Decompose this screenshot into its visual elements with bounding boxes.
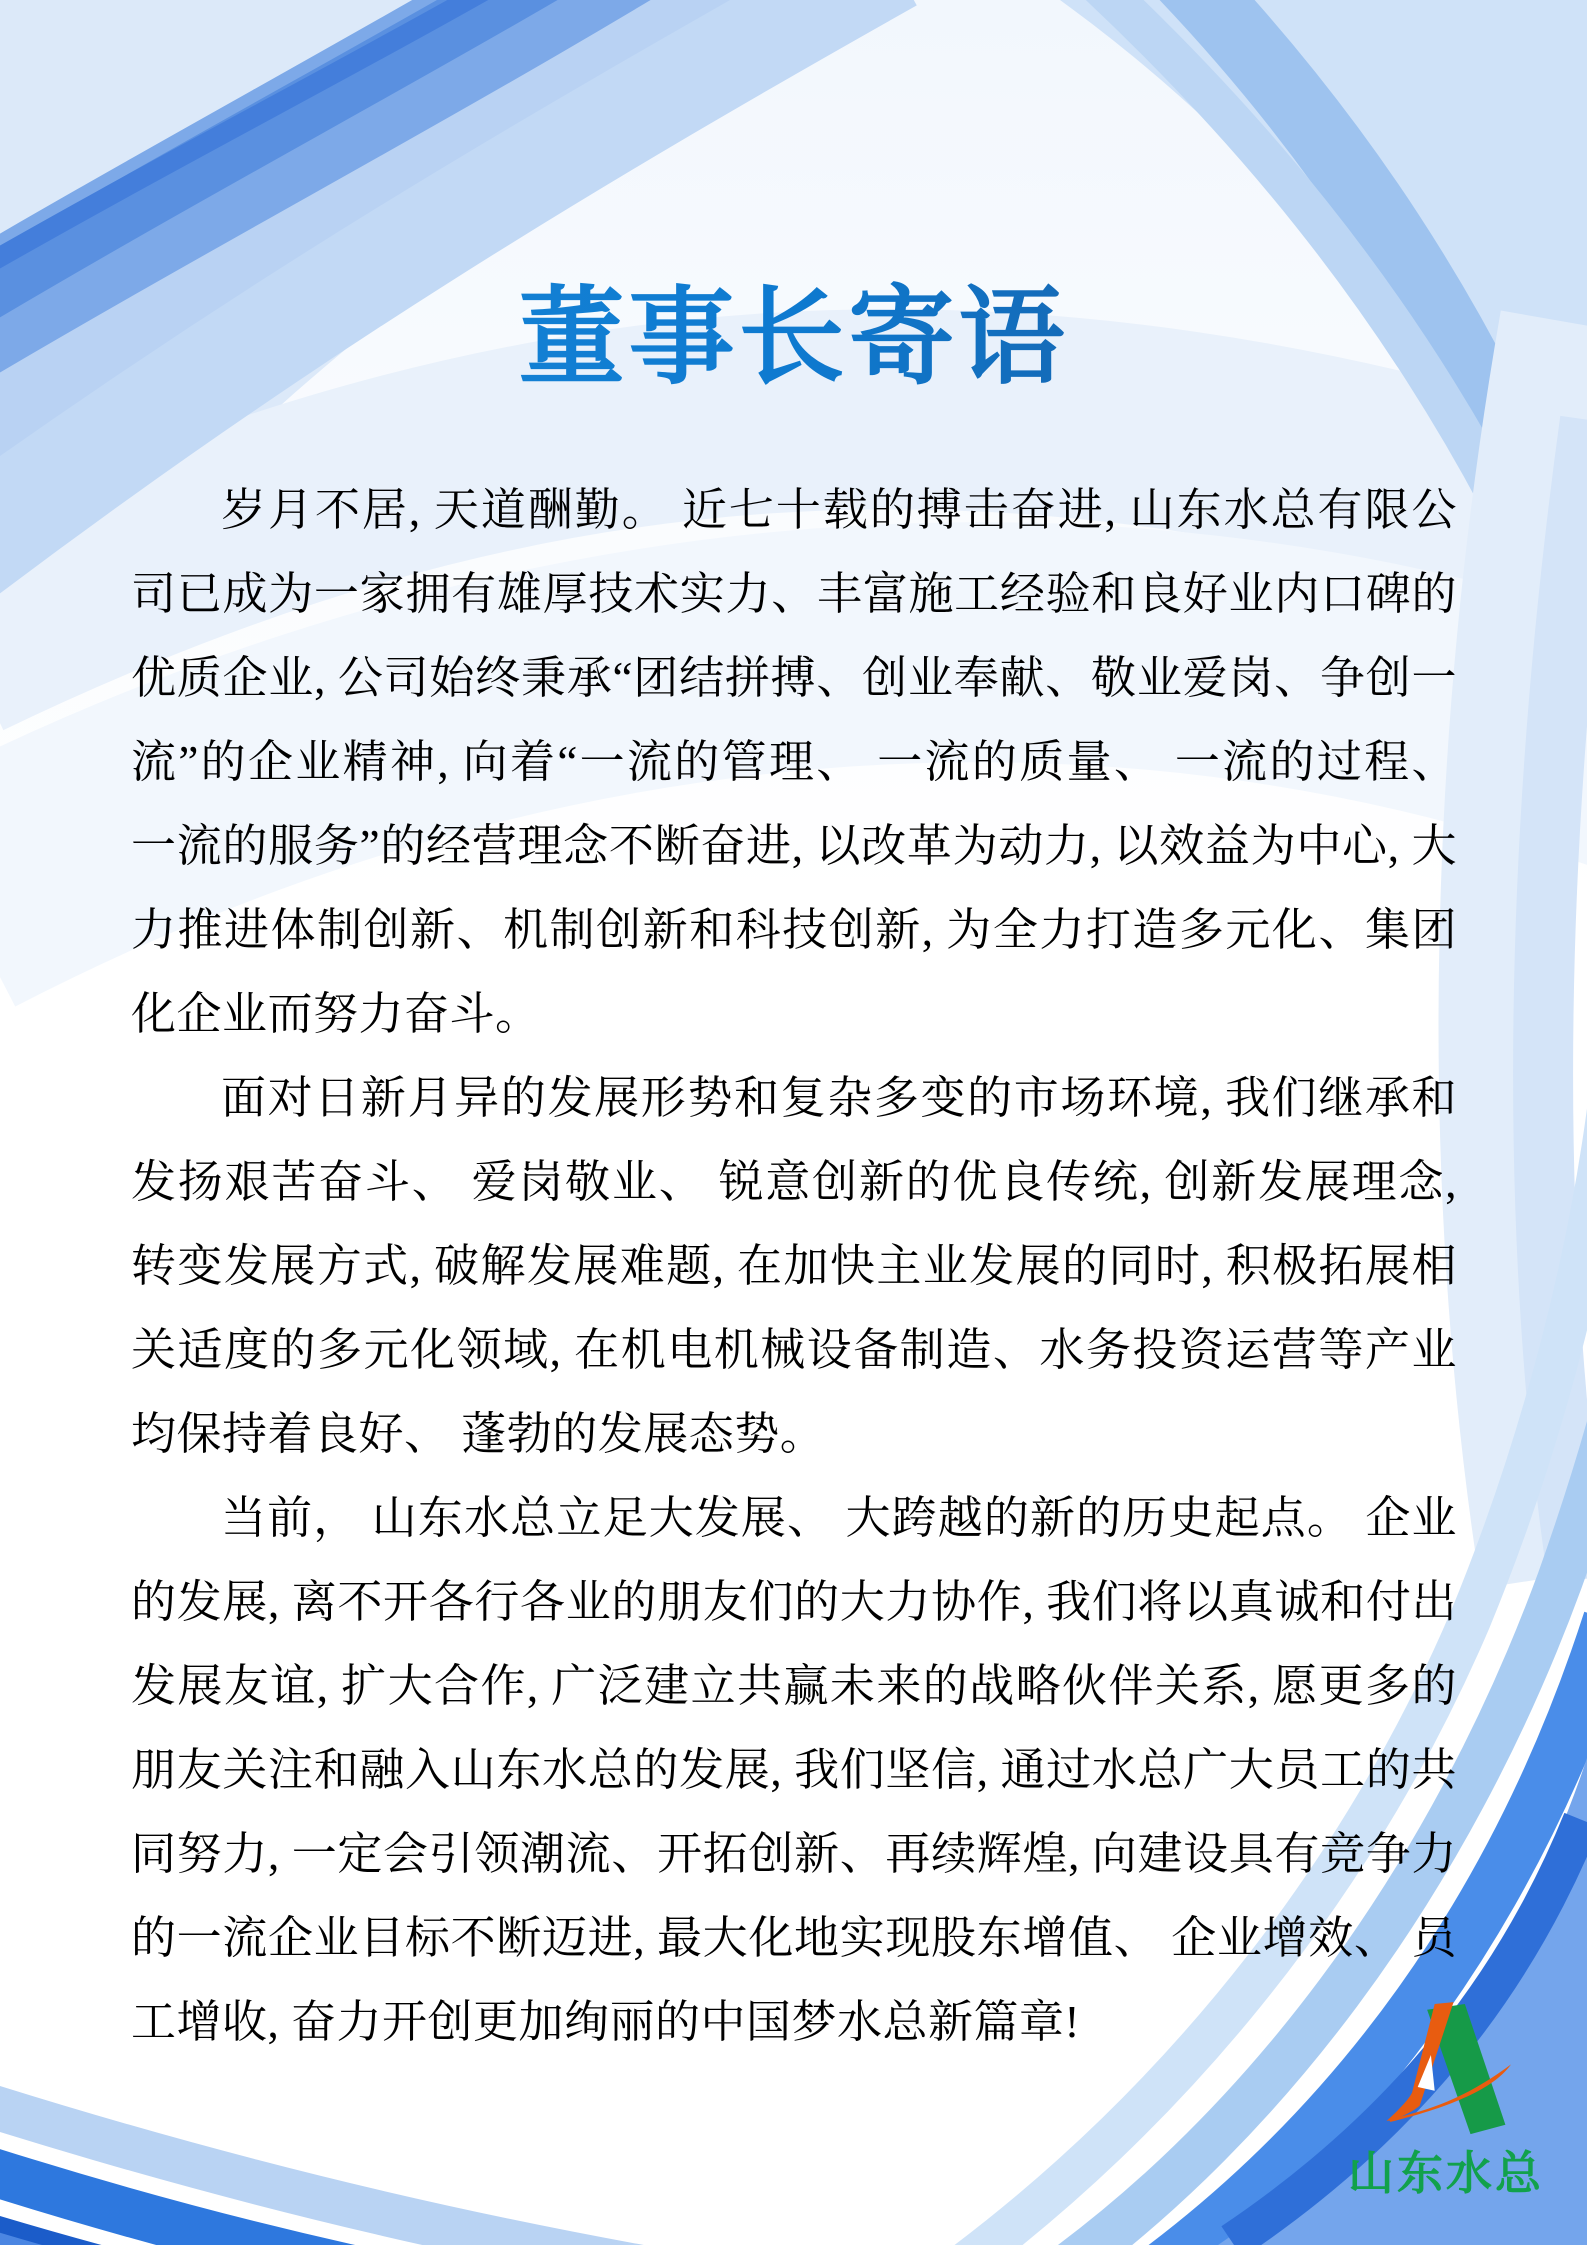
paragraph-1: 岁月不居, 天道酬勤。 近七十载的搏击奋进, 山东水总有限公司已成为一家拥有雄厚技术实力、丰富施工经验和良好业内口碑的优质企业, 公司始终秉承“团结拼搏、创业奉献、敬业爱岗、争创一流”的企业精神, 向着“一流的管理、 一流的质量、 一流的过程、 一流的服务”的经营理念不断奋进, 以改革为动力, 以效益为中心, 大力推进体制创新、机制创新和科技创新, 为全力打造多元化、集团化企业而努力奋斗。: [131, 485, 1457, 1039]
company-logo-text: 山东水总: [1348, 2146, 1544, 2200]
message-body: [131, 468, 1457, 2064]
paragraph-2: 面对日新月异的发展形势和复杂多变的市场环境, 我们继承和发扬艰苦奋斗、 爱岗敬业、 锐意创新的优良传统, 创新发展理念, 转变发展方式, 破解发展难题, 在加快主业发展的同时, 积极拓展相关适度的多元化领域, 在机电机械设备制造、水务投资运营等产业均保持着良好、 蓬勃的发展态势。: [131, 1073, 1457, 1459]
paragraph-3: 当前， 山东水总立足大发展、 大跨越的新的历史起点。 企业的发展, 离不开各行各业的朋友们的大力协作, 我们将以真诚和付出发展友谊, 扩大合作, 广泛建立共赢未来的战略伙伴关系, 愿更多的朋友关注和融入山东水总的发展, 我们坚信, 通过水总广大员工的共同努力, 一定会引领潮流、开拓创新、再续辉煌, 向建设具有竞争力的一流企业目标不断迈进, 最大化地实现股东增值、 企业增效、 员工增收, 奋力开创更加绚丽的中国梦水总新篇章!: [131, 1493, 1457, 2047]
company-logo: [1336, 1998, 1556, 2199]
company-logo-icon: [1380, 1998, 1512, 2144]
page-title: 董事长寄语: [0, 272, 1587, 405]
